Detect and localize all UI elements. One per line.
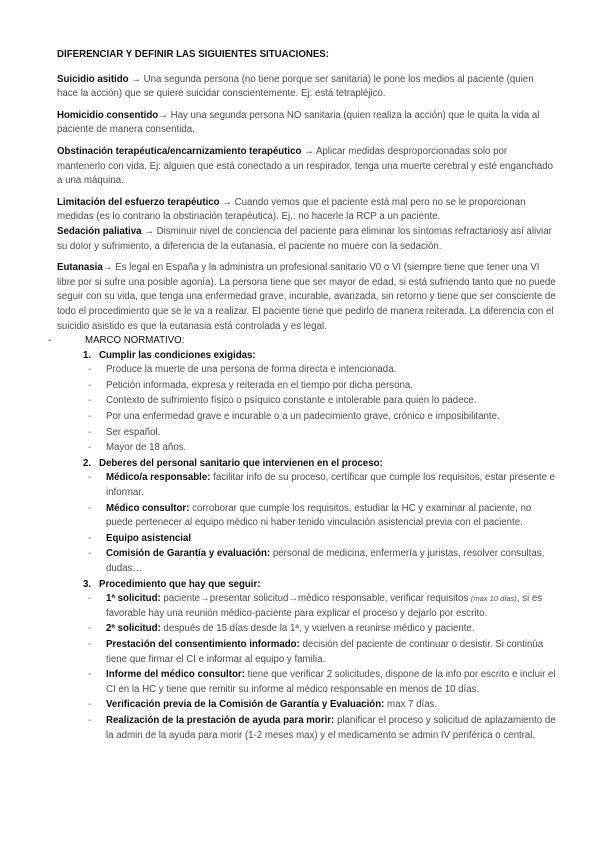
definition-sedacion-paliativa — [57, 225, 557, 254]
list-item-text: facilitar info de su proceso, certificar que cumple los requisitos, estar presente e informar. — [106, 472, 556, 499]
list-item-text: planificar el proceso y solicitud de aplazamiento de la admin de la ayuda para morir (1-2 meses max) y el medicamento se admin IV periférica o central. — [106, 714, 556, 741]
section-heading-condiciones — [57, 349, 557, 364]
section-title: Procedimiento que hay que seguir: — [99, 578, 261, 590]
dash-bullet: - — [88, 669, 92, 681]
list-item — [88, 714, 557, 743]
definition-text: Es legal en España y la administra un profesional sanitario V0 o VI (siempre tiene que tener una VI libre por si sufre una posible agonía). La persona tiene que ser mayor de edad, si está sufriendo tanto que no puede seguir con su vida, que tenga una enfermedad grave, incurable, avanzada, sin retorno y tiene que ser consciente de todo el procedimiento que se le va a realizar. El paciente tiene que pedirlo de manera reiterada. La diferencia con el suicidio asistido es que la eutanasia está controlada y es legal. — [57, 262, 556, 332]
list-item — [88, 426, 557, 441]
section-number: 1. — [83, 349, 92, 361]
dash-bullet: - — [88, 442, 92, 454]
list-item — [88, 622, 557, 637]
section-list-deberes — [57, 471, 557, 576]
definition-text: Disminuir nivel de conciencia del paciente para eliminar los síntomas refractariosy así aliviar su dolor y sufrimiento, a diferencia de la eutanasia, el paciente no muere con la sedación. — [57, 225, 552, 252]
dash-bullet: - — [88, 638, 92, 650]
dash-bullet: - — [88, 714, 92, 726]
marco-normativo-heading — [48, 334, 557, 349]
list-item-text: corroborar que cumple los requisitos, estudiar la HC y examinar al paciente, no puede pertenecer al equipo médico ni haber tenido vinculación asistencial previa con el paciente. — [106, 502, 532, 529]
list-item-term: Comisión de Garantía y evaluación: — [106, 548, 271, 560]
list-item-text: Produce la muerte de una persona de forma directa e intencionada. — [106, 364, 397, 376]
list-item-text: después de 15 días desde la 1ª, y vuelven a reunirse médico y paciente. — [160, 623, 475, 635]
list-item-term: Verificación previa de la Comisión de Garantía y Evaluación: — [106, 699, 385, 711]
list-item-term: 1ª solicitud: — [106, 593, 161, 605]
section-title: Deberes del personal sanitario que intervienen en el proceso: — [99, 457, 383, 469]
list-item-text: decisión del paciente de continuar o desistir. Si continúa tiene que firmar el CI e informar al equipo y familia. — [106, 638, 544, 665]
list-item-text: max 7 días. — [384, 699, 438, 711]
dash-bullet: - — [88, 623, 92, 635]
definition-term: Suicidio asitido — [57, 73, 129, 85]
list-item-text: tiene que verificar 2 solicitudes, dispone de la info por escrito e incluir el CI en la HC y tiene que remitir su informe al médico responsable en menos de 10 días. — [106, 669, 556, 695]
section-number: 2. — [83, 457, 92, 469]
dash-bullet: - — [48, 335, 52, 347]
list-item-note: (max 10 días) — [470, 594, 517, 604]
list-item — [88, 547, 557, 576]
dash-bullet: - — [88, 532, 92, 544]
section-title: Cumplir las condiciones exigidas: — [99, 349, 256, 361]
list-item-term: Realización de la prestación de ayuda para morir: — [106, 714, 335, 726]
definition-term: Obstinación terapéutica/encarnizamiento terapéutico — [57, 145, 302, 157]
arrow-glyph: → — [304, 145, 314, 157]
list-item-text-tail: , si es favorable hay una reunión médico-paciente para explicar el proceso y dejarlo por escrito. — [106, 593, 543, 619]
arrow-glyph: → — [158, 109, 168, 121]
definition-text: Cuando vemos que el paciente está mal pero no se le proporcionan medidas (es lo contrario la obstinación terapéutica). Ej.: no hacerle la RCP a un paciente. — [57, 196, 526, 223]
dash-bullet: - — [88, 502, 92, 514]
definition-suicidio-asistido — [57, 73, 557, 102]
list-item — [88, 363, 557, 378]
list-item-text: Por una enfermedad grave e incurable o a un padecimiento grave, crónico e imposibilitante. — [106, 411, 500, 423]
list-item-text: Contexto de sufrimiento físico o psíquico constante e intolerable para quien lo padece. — [106, 395, 477, 407]
list-item-text: Mayor de 18 años. — [106, 442, 187, 454]
list-item-term: Prestación del consentimiento informado: — [106, 638, 300, 650]
section-heading-deberes — [57, 457, 557, 472]
dash-bullet: - — [88, 426, 92, 438]
dash-bullet: - — [88, 395, 92, 407]
list-item — [88, 698, 557, 713]
list-item-term: Médico consultor: — [106, 502, 190, 514]
arrow-glyph: → — [144, 225, 154, 237]
list-item-term: Médico/a responsable: — [106, 472, 211, 484]
list-item — [88, 668, 557, 697]
definition-text: Aplicar medidas desproporcionadas solo por mantenerlo con vida. Ej: alguien que está conectado a un respirador, tenga una muerte cerebral y esté enganchado a una máquina. — [57, 145, 554, 187]
list-item — [88, 471, 557, 500]
arrow-glyph: → — [131, 73, 141, 85]
dash-bullet: - — [88, 699, 92, 711]
list-item-term: Informe del médico consultor: — [106, 669, 245, 681]
list-item-text: Petición informada, expresa y reiterada en el tiempo por dicha persona. — [106, 379, 413, 391]
document-page — [48, 48, 557, 744]
arrow-glyph: → — [102, 262, 113, 274]
definition-term: Sedación paliativa — [57, 225, 142, 237]
dash-bullet: - — [88, 379, 92, 391]
list-item-text: paciente→presentar solicitud→médico responsable, verificar requisitos — [160, 593, 471, 605]
definition-limitacion-esfuerzo — [57, 196, 557, 225]
list-item — [88, 441, 557, 456]
definition-eutanasia — [57, 261, 557, 334]
list-item-term: Equipo asistencial — [106, 532, 192, 544]
marco-normativo-label: MARCO NORMATIVO: — [85, 335, 185, 347]
arrow-glyph: → — [222, 196, 232, 208]
list-item — [88, 532, 557, 547]
section-list-condiciones — [57, 363, 557, 456]
definition-term: Homicidio consentido — [57, 109, 159, 121]
section-number: 3. — [83, 578, 92, 590]
list-item — [88, 379, 557, 394]
dash-bullet: - — [88, 411, 92, 423]
definition-obstinacion-terapeutica — [57, 145, 557, 189]
definition-text: Hay una segunda persona NO sanitaria (quien realiza la acción) que le quita la vida al paciente de manera consentida. — [57, 109, 540, 136]
definition-term: Eutanasia — [57, 262, 103, 274]
dash-bullet: - — [88, 364, 92, 376]
list-item — [88, 502, 557, 531]
dash-bullet: - — [88, 472, 92, 484]
list-item-text: Ser español. — [106, 426, 161, 438]
list-item-term: 2ª solicitud: — [106, 623, 161, 635]
list-item — [88, 394, 557, 409]
document-title: DIFERENCIAR Y DEFINIR LAS SIGUIENTES SITUACIONES: — [57, 49, 329, 60]
section-list-procedimiento — [57, 592, 557, 743]
definition-homicidio-consentido — [57, 109, 557, 138]
dash-bullet: - — [88, 548, 92, 560]
definition-term: Limitación del esfuerzo terapéutico — [57, 196, 220, 208]
definitions — [57, 73, 557, 335]
list-item — [88, 592, 557, 621]
definition-text: Una segunda persona (no tiene porque ser sanitaria) le pone los medios al paciente (quien hace la acción) que se quiere suicidar conscientemente. Ej: está tetrapléjico. — [57, 73, 534, 100]
list-item-text: personal de medicina, enfermería y juristas, resolver consultas, dudas… — [106, 548, 545, 574]
list-item — [88, 638, 557, 667]
list-item — [88, 410, 557, 425]
dash-bullet: - — [88, 593, 92, 605]
section-heading-procedimiento — [57, 578, 557, 593]
